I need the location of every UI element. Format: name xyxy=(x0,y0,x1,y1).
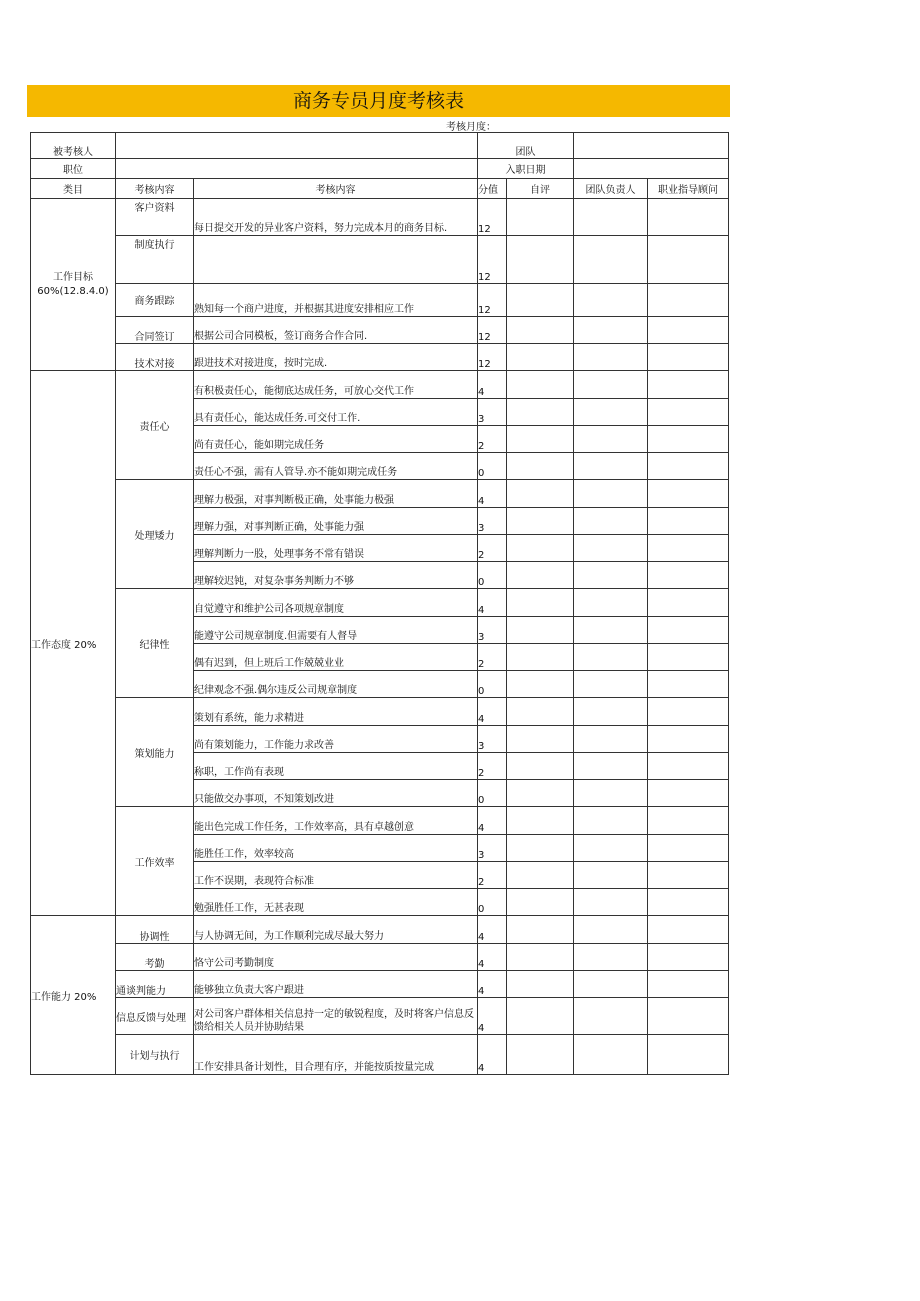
self-score-cell[interactable] xyxy=(507,889,574,916)
team-lead-score-cell[interactable] xyxy=(574,998,648,1035)
item-name: 制度执行 xyxy=(116,236,194,284)
item-desc: 尚有责任心，能如期完成任务 xyxy=(194,426,478,453)
advisor-score-cell[interactable] xyxy=(648,835,729,862)
advisor-score-cell[interactable] xyxy=(648,617,729,644)
item-score: 2 xyxy=(478,753,507,780)
advisor-score-cell[interactable] xyxy=(648,562,729,589)
team-lead-score-cell[interactable] xyxy=(574,589,648,617)
item-name: 考勤 xyxy=(116,944,194,971)
title-bar xyxy=(27,85,730,117)
item-desc: 能遵守公司规章制度.但需要有人督导 xyxy=(194,617,478,644)
item-desc: 纪律观念不强.偶尔违反公司规章制度 xyxy=(194,671,478,698)
item-score: 4 xyxy=(478,971,507,998)
advisor-score-cell[interactable] xyxy=(648,780,729,807)
category-label: 工作目标 xyxy=(53,271,93,283)
item-score: 0 xyxy=(478,671,507,698)
team-lead-score-cell[interactable] xyxy=(574,944,648,971)
item-desc: 责任心不强，需有人管导.亦不能如期完成任务 xyxy=(194,453,478,480)
self-score-cell[interactable] xyxy=(507,453,574,480)
self-score-cell[interactable] xyxy=(507,916,574,944)
item-score: 4 xyxy=(478,916,507,944)
item-score: 4 xyxy=(478,589,507,617)
team-lead-score-cell[interactable] xyxy=(574,889,648,916)
self-score-cell[interactable] xyxy=(507,236,574,284)
item-desc: 能出色完成工作任务，工作效率高，具有卓越创意 xyxy=(194,807,478,835)
reviewee-field[interactable] xyxy=(116,133,478,159)
self-score-cell[interactable] xyxy=(507,371,574,399)
self-score-cell[interactable] xyxy=(507,562,574,589)
team-lead-score-cell[interactable] xyxy=(574,916,648,944)
category-sub: 60%(12.8.4.0) xyxy=(37,285,109,297)
position-label: 职位 xyxy=(31,159,116,179)
hire-date-field[interactable] xyxy=(574,159,729,179)
advisor-score-cell[interactable] xyxy=(648,753,729,780)
self-score-cell[interactable] xyxy=(507,199,574,236)
item-desc: 偶有迟到，但上班后工作兢兢业业 xyxy=(194,644,478,671)
advisor-score-cell[interactable] xyxy=(648,862,729,889)
item-desc: 称职，工作尚有表现 xyxy=(194,753,478,780)
team-lead-score-cell[interactable] xyxy=(574,726,648,753)
reviewee-label: 被考核人 xyxy=(31,133,116,159)
item-desc: 理解力极强，对事判断极正确，处事能力极强 xyxy=(194,480,478,508)
item-score: 3 xyxy=(478,726,507,753)
item-score: 2 xyxy=(478,644,507,671)
team-lead-score-cell[interactable] xyxy=(574,562,648,589)
item-desc: 策划有系统，能力求精进 xyxy=(194,698,478,726)
item-score: 0 xyxy=(478,562,507,589)
item-desc: 能胜任工作，效率较高 xyxy=(194,835,478,862)
team-lead-score-cell[interactable] xyxy=(574,835,648,862)
self-score-cell[interactable] xyxy=(507,399,574,426)
self-score-cell[interactable] xyxy=(507,1035,574,1075)
advisor-score-cell[interactable] xyxy=(648,726,729,753)
self-score-cell[interactable] xyxy=(507,807,574,835)
item-score: 3 xyxy=(478,617,507,644)
advisor-score-cell[interactable] xyxy=(648,671,729,698)
team-lead-score-cell[interactable] xyxy=(574,453,648,480)
team-lead-score-cell[interactable] xyxy=(574,371,648,399)
group-name: 责任心 xyxy=(116,371,194,480)
self-score-cell[interactable] xyxy=(507,944,574,971)
team-lead-score-cell[interactable] xyxy=(574,753,648,780)
table-row xyxy=(31,944,729,971)
item-desc: 有积极责任心，能彻底达成任务，可放心交代工作 xyxy=(194,371,478,399)
item-score: 2 xyxy=(478,862,507,889)
group-name: 工作效率 xyxy=(116,807,194,916)
table-row xyxy=(31,971,729,998)
team-lead-score-cell[interactable] xyxy=(574,862,648,889)
advisor-score-cell[interactable] xyxy=(648,698,729,726)
group-name: 处理矮力 xyxy=(116,480,194,589)
col-header-score: 分值 xyxy=(478,179,507,199)
group-name: 策划能力 xyxy=(116,698,194,807)
table-row xyxy=(31,371,729,399)
item-score: 3 xyxy=(478,835,507,862)
hire-date-label: 入职日期 xyxy=(478,159,574,179)
team-lead-score-cell[interactable] xyxy=(574,317,648,344)
item-score: 4 xyxy=(478,371,507,399)
col-header-item: 考核内容 xyxy=(116,179,194,199)
item-score: 4 xyxy=(478,807,507,835)
self-score-cell[interactable] xyxy=(507,998,574,1035)
team-lead-score-cell[interactable] xyxy=(574,617,648,644)
advisor-score-cell[interactable] xyxy=(648,453,729,480)
item-score: 12 xyxy=(478,284,507,317)
item-score: 12 xyxy=(478,344,507,371)
table-row xyxy=(31,317,729,344)
item-score: 4 xyxy=(478,480,507,508)
advisor-score-cell[interactable] xyxy=(648,371,729,399)
item-score: 4 xyxy=(478,1035,507,1075)
table-row xyxy=(31,284,729,317)
evaluation-table xyxy=(30,132,729,1075)
advisor-score-cell[interactable] xyxy=(648,944,729,971)
item-desc: 对公司客户群体相关信息持一定的敏锐程度，及时将客户信息反馈给相关人员并协助结果 xyxy=(194,998,478,1035)
self-score-cell[interactable] xyxy=(507,617,574,644)
item-score: 12 xyxy=(478,199,507,236)
item-name: 通谈判能力 xyxy=(116,971,194,998)
team-lead-score-cell[interactable] xyxy=(574,508,648,535)
item-name: 计划与执行 xyxy=(116,1035,194,1075)
group-name: 纪律性 xyxy=(116,589,194,698)
item-score: 2 xyxy=(478,535,507,562)
page-title: 商务专员月度考核表 xyxy=(292,90,464,112)
item-desc: 勉强胜任工作，无甚表现 xyxy=(194,889,478,916)
item-desc: 熟知每一个商户进度，并根据其进度安排相应工作 xyxy=(194,284,478,317)
team-lead-score-cell[interactable] xyxy=(574,644,648,671)
item-desc: 理解较迟钝，对复杂事务判断力不够 xyxy=(194,562,478,589)
self-score-cell[interactable] xyxy=(507,753,574,780)
item-name: 客户资料 xyxy=(116,199,194,236)
advisor-score-cell[interactable] xyxy=(648,971,729,998)
self-score-cell[interactable] xyxy=(507,535,574,562)
item-desc: 只能做交办事项，不知策划改进 xyxy=(194,780,478,807)
item-score: 3 xyxy=(478,508,507,535)
table-row xyxy=(31,916,729,944)
advisor-score-cell[interactable] xyxy=(648,889,729,916)
self-score-cell[interactable] xyxy=(507,671,574,698)
item-name: 信息反馈与处理 xyxy=(116,998,194,1035)
item-desc: 恪守公司考勤制度 xyxy=(194,944,478,971)
item-desc: 工作安排具备计划性，目合理有序，并能按质按量完成 xyxy=(194,1035,478,1075)
month-label: 考核月度： xyxy=(446,122,496,133)
category-work-attitude: 工作态度 20% xyxy=(31,371,116,916)
advisor-score-cell[interactable] xyxy=(648,1035,729,1075)
team-lead-score-cell[interactable] xyxy=(574,284,648,317)
self-score-cell[interactable] xyxy=(507,971,574,998)
self-score-cell[interactable] xyxy=(507,426,574,453)
table-row xyxy=(31,480,729,508)
category-work-goal xyxy=(31,199,116,371)
item-name: 协调性 xyxy=(116,916,194,944)
advisor-score-cell[interactable] xyxy=(648,426,729,453)
advisor-score-cell[interactable] xyxy=(648,399,729,426)
team-lead-score-cell[interactable] xyxy=(574,971,648,998)
item-desc: 自觉遵守和维护公司各项规章制度 xyxy=(194,589,478,617)
self-score-cell[interactable] xyxy=(507,862,574,889)
category-work-ability: 工作能力 20% xyxy=(31,916,116,1075)
item-score: 4 xyxy=(478,698,507,726)
table-row xyxy=(31,698,729,726)
item-score: 12 xyxy=(478,317,507,344)
item-score: 2 xyxy=(478,426,507,453)
self-score-cell[interactable] xyxy=(507,344,574,371)
table-row xyxy=(31,998,729,1035)
item-name: 技术对接 xyxy=(116,344,194,371)
team-lead-score-cell[interactable] xyxy=(574,535,648,562)
team-lead-score-cell[interactable] xyxy=(574,399,648,426)
self-score-cell[interactable] xyxy=(507,835,574,862)
table-row xyxy=(31,344,729,371)
item-desc: 理解判断力一股，处理事务不常有错误 xyxy=(194,535,478,562)
col-header-self: 自评 xyxy=(507,179,574,199)
item-desc: 与人协调无间，为工作顺利完成尽最大努力 xyxy=(194,916,478,944)
advisor-score-cell[interactable] xyxy=(648,916,729,944)
self-score-cell[interactable] xyxy=(507,480,574,508)
self-score-cell[interactable] xyxy=(507,508,574,535)
advisor-score-cell[interactable] xyxy=(648,508,729,535)
item-desc: 根据公司合同模板，签订商务合作合同. xyxy=(194,317,478,344)
self-score-cell[interactable] xyxy=(507,317,574,344)
table-row xyxy=(31,589,729,617)
item-desc: 工作不误期，表现符合标准 xyxy=(194,862,478,889)
item-desc: 理解力强，对事判断正确，处事能力强 xyxy=(194,508,478,535)
table-row xyxy=(31,807,729,835)
table-row xyxy=(31,236,729,284)
item-desc xyxy=(194,236,478,284)
item-score: 4 xyxy=(478,944,507,971)
team-lead-score-cell[interactable] xyxy=(574,807,648,835)
item-desc: 每日提交开发的异业客户资料，努力完成本月的商务目标. xyxy=(194,199,478,236)
advisor-score-cell[interactable] xyxy=(648,644,729,671)
item-name: 合同签订 xyxy=(116,317,194,344)
team-lead-score-cell[interactable] xyxy=(574,671,648,698)
advisor-score-cell[interactable] xyxy=(648,807,729,835)
item-score: 0 xyxy=(478,453,507,480)
team-field[interactable] xyxy=(574,133,729,159)
table-row xyxy=(31,1035,729,1075)
advisor-score-cell[interactable] xyxy=(648,199,729,236)
table-row xyxy=(31,199,729,236)
item-desc: 尚有策划能力，工作能力求改善 xyxy=(194,726,478,753)
advisor-score-cell[interactable] xyxy=(648,344,729,371)
self-score-cell[interactable] xyxy=(507,589,574,617)
team-label: 团队 xyxy=(478,133,574,159)
item-score: 4 xyxy=(478,998,507,1035)
item-desc: 能够独立负责大客户跟进 xyxy=(194,971,478,998)
self-score-cell[interactable] xyxy=(507,698,574,726)
advisor-score-cell[interactable] xyxy=(648,236,729,284)
team-lead-score-cell[interactable] xyxy=(574,236,648,284)
item-score: 3 xyxy=(478,399,507,426)
item-desc: 跟进技术对接进度，按时完成. xyxy=(194,344,478,371)
self-score-cell[interactable] xyxy=(507,726,574,753)
item-score: 0 xyxy=(478,780,507,807)
self-score-cell[interactable] xyxy=(507,780,574,807)
team-lead-score-cell[interactable] xyxy=(574,780,648,807)
position-field[interactable] xyxy=(116,159,478,179)
col-header-content: 考核内容 xyxy=(194,179,478,199)
self-score-cell[interactable] xyxy=(507,284,574,317)
advisor-score-cell[interactable] xyxy=(648,998,729,1035)
item-desc: 具有责任心，能达成任务.可交付工作. xyxy=(194,399,478,426)
col-header-team-lead: 团队负责人 xyxy=(574,179,648,199)
self-score-cell[interactable] xyxy=(507,644,574,671)
team-lead-score-cell[interactable] xyxy=(574,344,648,371)
item-name: 商务跟踪 xyxy=(116,284,194,317)
advisor-score-cell[interactable] xyxy=(648,284,729,317)
col-header-category: 类目 xyxy=(31,179,116,199)
team-lead-score-cell[interactable] xyxy=(574,698,648,726)
team-lead-score-cell[interactable] xyxy=(574,199,648,236)
advisor-score-cell[interactable] xyxy=(648,317,729,344)
advisor-score-cell[interactable] xyxy=(648,480,729,508)
col-header-advisor: 职业指导顾问 xyxy=(648,179,729,199)
item-score: 0 xyxy=(478,889,507,916)
team-lead-score-cell[interactable] xyxy=(574,426,648,453)
item-score: 12 xyxy=(478,236,507,284)
team-lead-score-cell[interactable] xyxy=(574,480,648,508)
team-lead-score-cell[interactable] xyxy=(574,1035,648,1075)
advisor-score-cell[interactable] xyxy=(648,589,729,617)
advisor-score-cell[interactable] xyxy=(648,535,729,562)
